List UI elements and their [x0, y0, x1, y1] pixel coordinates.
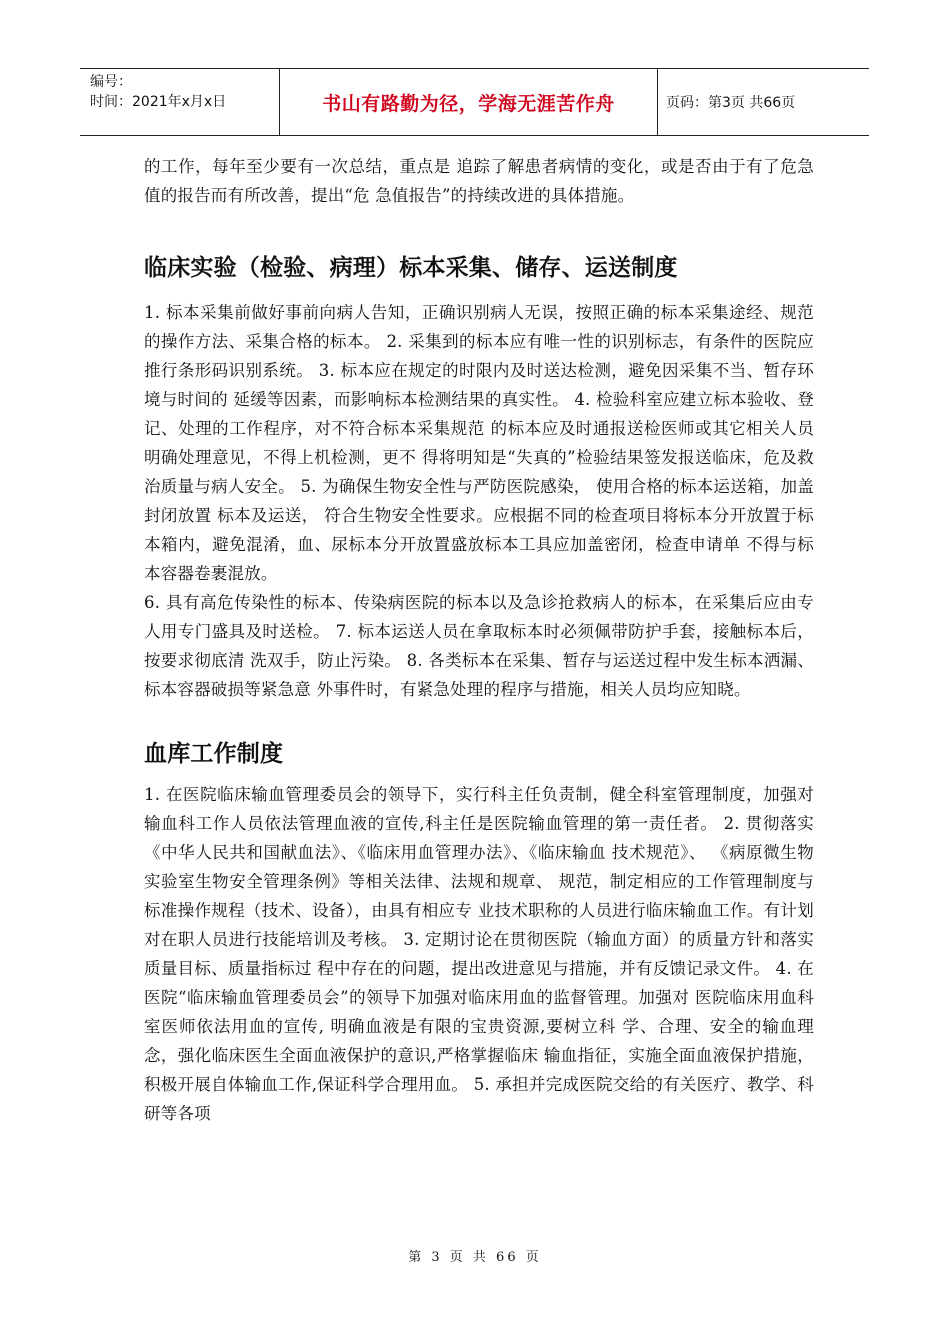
specimen-paragraph-2: 6. 具有高危传染性的标本、传染病医院的标本以及急诊抢救病人的标本，在采集后应由专人用专门盛具及时送检。 7. 标本运送人员在拿取标本时必须佩带防护手套，接触标本后，按要求彻底清 洗双手，防止污染。 8. 各类标本在采集、暂存与运送过程中发生标本洒漏、标本容器破损等紧急意 外事件时，有紧急处理的程序与措施，相关人员均应知晓。 [144, 593, 814, 699]
document-body [144, 152, 814, 1128]
header-page-number [658, 69, 869, 135]
specimen-paragraph-1: 1. 标本采集前做好事前向病人告知，正确识别病人无误，按照正确的标本采集途经、规范的操作方法、采集合格的标本。 2. 采集到的标本应有唯一性的识别标志，有条件的医院应推行条形码识别系统。 3. 标本应在规定的时限内及时送达检测，避免因采集不当、暂存环境与时间的 延缓等因素，而影响标本检测结果的真实性。 4. 检验科室应建立标本验收、登记、处理的工作程序，对不符合标本采集规范 的标本应及时通报送检医师或其它相关人员明确处理意见，不得上机检测，更不 得将明知是“失真的”检验结果签发报送临床，危及救治质量与病人安全。 5. 为确保生物安全性与严防医院感染， 使用合格的标本运送箱，加盖封闭放置 标本及运送， 符合生物安全性要求。应根据不同的检查项目将标本分开放置于标 本箱内，避免混淆，血、尿标本分开放置盛放标本工具应加盖密闭，检查申请单 不得与标本容器卷裹混放。 [144, 303, 814, 583]
document-number: 编号： [90, 74, 132, 90]
section-title-specimen: 临床实验（检验、病理）标本采集、储存、运送制度 [144, 255, 678, 281]
page-header [80, 68, 869, 136]
intro-paragraph: 的工作，每年至少要有一次总结，重点是 追踪了解患者病情的变化，或是否由于有了危急值的报告而有所改善，提出“危 急值报告”的持续改进的具体措施。 [144, 157, 814, 205]
header-meta [80, 69, 280, 135]
page-footer: 第 3 页 共 66 页 [408, 1250, 542, 1265]
section-title-blood-bank: 血库工作制度 [144, 741, 284, 767]
header-motto: 书山有路勤为径，学海无涯苦作舟 [280, 69, 658, 135]
blood-bank-paragraph: 1. 在医院临床输血管理委员会的领导下，实行科主任负责制，健全科室管理制度，加强对输血科工作人员依法管理血液的宣传,科主任是医院输血管理的第一责任者。 2. 贯彻落实《中华人民共和国献血法》、《临床用血管理办法》、《临床输血 技术规范》、 《病原微生物实验室生物安全管理条例》等相关法律、法规和规章、 规范，制定相应的工作管理制度与标准操作规程（技术、设备），由具有相应专 业技术职称的人员进行临床输血工作。有计划对在职人员进行技能培训及考核。 3. 定期讨论在贯彻医院（输血方面）的质量方针和落实质量目标、质量指标过 程中存在的问题，提出改进意见与措施，并有反馈记录文件。 4. 在医院“临床输血管理委员会”的领导下加强对临床用血的监督管理。加强对 医院临床用血科室医师依法用血的宣传, 明确血液是有限的宝贵资源,要树立科 学、合理、安全的输血理念，强化临床医生全面血液保护的意识,严格掌握临床 输血指征，实施全面血液保护措施，积极开展自体输血工作,保证科学合理用血。 5. 承担并完成医院交给的有关医疗、教学、科研等各项 [144, 785, 814, 1123]
document-date: 时间：2021年x月x日 [90, 94, 227, 110]
page-count-label: 页码：第3页 共66页 [666, 95, 796, 111]
